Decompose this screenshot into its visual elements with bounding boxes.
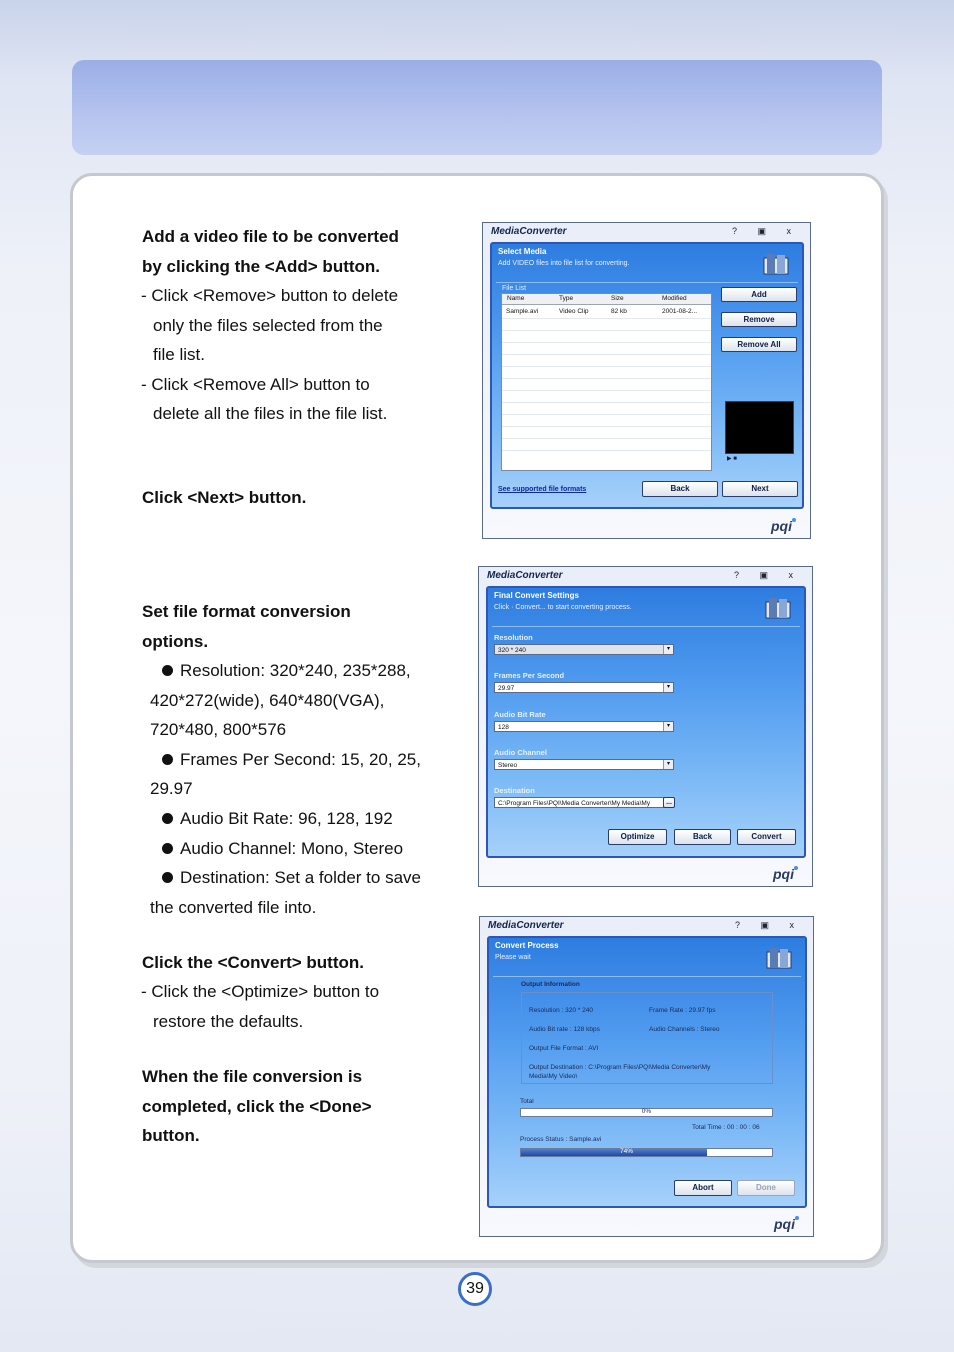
section1-heading-line2: by clicking the <Add> button. bbox=[142, 256, 381, 276]
panel-subtitle: Please wait bbox=[495, 954, 531, 961]
info-file-format: Output File Format : AVI bbox=[529, 1045, 599, 1052]
info-resolution: Resolution : 320 * 240 bbox=[529, 1007, 593, 1014]
channel-label: Audio Channel bbox=[494, 748, 547, 757]
fps-select[interactable]: 29.97 ▾ bbox=[494, 682, 674, 693]
file-modified-cell[interactable]: 2001-08-2... bbox=[662, 308, 698, 315]
optimize-note-line2: restore the defaults. bbox=[153, 1011, 304, 1031]
remove-note-line3: file list. bbox=[153, 345, 205, 365]
back-button[interactable]: Back bbox=[642, 481, 718, 497]
info-audio-bitrate: Audio Bit rate : 128 kbps bbox=[529, 1026, 600, 1033]
fps-label: Frames Per Second bbox=[494, 671, 565, 680]
window-convert-settings bbox=[478, 566, 813, 887]
panel-divider bbox=[492, 626, 800, 627]
film-icon bbox=[764, 596, 792, 620]
panel-title: Convert Process bbox=[495, 941, 559, 950]
add-button[interactable]: Add bbox=[721, 287, 797, 302]
col-size[interactable]: Size bbox=[611, 295, 624, 302]
option-fps: Frames Per Second: 15, 20, 25, bbox=[142, 745, 421, 775]
col-type[interactable]: Type bbox=[559, 295, 574, 302]
info-destination-line2: Media\My Video\ bbox=[529, 1073, 578, 1080]
info-audio-channels: Audio Channels : Stereo bbox=[649, 1026, 720, 1033]
process-progress-bar bbox=[520, 1148, 773, 1157]
pqi-logo: pqi bbox=[774, 1216, 799, 1232]
remove-all-note-line2: delete all the files in the file list. bbox=[153, 404, 388, 424]
film-icon bbox=[762, 252, 790, 276]
window-select-media bbox=[482, 222, 811, 539]
remove-note-line2: only the files selected from the bbox=[153, 315, 383, 335]
file-name-cell[interactable]: Sample.avi bbox=[506, 308, 539, 315]
bitrate-select[interactable]: 128 ▾ bbox=[494, 721, 674, 732]
section2-heading bbox=[142, 597, 351, 656]
optimize-button[interactable]: Optimize bbox=[608, 829, 667, 845]
convert-process-panel bbox=[487, 936, 807, 1208]
section1-heading bbox=[142, 222, 399, 281]
bitrate-label: Audio Bit Rate bbox=[494, 710, 546, 719]
panel-title: Final Convert Settings bbox=[494, 591, 579, 600]
done-line2: completed, click the <Done> bbox=[142, 1096, 372, 1116]
pqi-logo: pqi bbox=[773, 866, 798, 882]
total-progress-bar bbox=[520, 1108, 773, 1117]
destination-field[interactable]: C:\Program Files\PQI\Media Converter\My Media\My bbox=[494, 797, 664, 808]
resolution-select[interactable]: 320 * 240 ▾ bbox=[494, 644, 674, 655]
option-destination: Destination: Set a folder to save bbox=[142, 863, 421, 893]
select-media-panel bbox=[490, 242, 804, 509]
optimize-note bbox=[141, 977, 379, 1036]
section1-notes bbox=[141, 281, 398, 429]
header-band bbox=[72, 60, 882, 155]
resolution-label: Resolution bbox=[494, 633, 533, 642]
section2-heading-line2: options. bbox=[142, 631, 209, 651]
browse-button[interactable]: ... bbox=[663, 797, 675, 808]
col-modified[interactable]: Modified bbox=[662, 295, 687, 302]
options-list bbox=[142, 656, 421, 922]
total-label: Total bbox=[520, 1098, 534, 1105]
window-convert-process bbox=[479, 916, 814, 1237]
output-info-title: Output Information bbox=[521, 981, 580, 988]
window-title: MediaConverter bbox=[488, 920, 564, 931]
total-progress-text: 0% bbox=[641, 1108, 652, 1115]
destination-label: Destination bbox=[494, 786, 535, 795]
window-title: MediaConverter bbox=[487, 570, 563, 581]
done-instruction bbox=[142, 1062, 372, 1151]
window-controls[interactable]: ? ▣ x bbox=[731, 226, 800, 236]
remove-all-button[interactable]: Remove All bbox=[721, 337, 797, 352]
file-list-label: File List bbox=[502, 285, 527, 292]
abort-button[interactable]: Abort bbox=[674, 1180, 732, 1196]
channel-select[interactable]: Stereo ▾ bbox=[494, 759, 674, 770]
process-progress-text: 74% bbox=[619, 1148, 633, 1155]
convert-button[interactable]: Convert bbox=[737, 829, 796, 845]
col-name[interactable]: Name bbox=[507, 295, 525, 302]
optimize-note-line1: - Click the <Optimize> button to bbox=[141, 982, 380, 1001]
option-resolution-line2: 420*272(wide), 640*480(VGA), bbox=[150, 690, 385, 710]
option-channel: Audio Channel: Mono, Stereo bbox=[142, 834, 421, 864]
done-button: Done bbox=[737, 1180, 795, 1196]
player-controls[interactable]: ▶ ■ bbox=[727, 456, 737, 462]
film-icon bbox=[765, 946, 793, 970]
convert-settings-panel bbox=[486, 586, 806, 858]
total-time: Total Time : 00 : 00 : 06 bbox=[692, 1124, 760, 1131]
option-resolution: Resolution: 320*240, 235*288, bbox=[142, 656, 421, 686]
option-fps-line2: 29.97 bbox=[150, 779, 193, 799]
info-destination: Output Destination : C:\Program Files\PQI\Media Converter\My bbox=[529, 1064, 711, 1071]
file-list[interactable] bbox=[501, 293, 712, 471]
done-line3: button. bbox=[142, 1126, 200, 1146]
option-bitrate: Audio Bit Rate: 96, 128, 192 bbox=[142, 804, 421, 834]
remove-all-note-line1: - Click <Remove All> button to bbox=[141, 374, 370, 394]
remove-note-line1: - Click <Remove> button to delete bbox=[141, 286, 399, 305]
page-number: 39 bbox=[458, 1272, 492, 1306]
convert-heading: Click the <Convert> button. bbox=[142, 953, 364, 972]
panel-title: Select Media bbox=[498, 247, 547, 256]
file-size-cell[interactable]: 82 kb bbox=[611, 308, 627, 315]
remove-button[interactable]: Remove bbox=[721, 312, 797, 327]
done-line1: When the file conversion is bbox=[142, 1067, 363, 1086]
panel-subtitle: Click · Convert... to start converting process. bbox=[494, 604, 632, 611]
panel-divider bbox=[496, 282, 798, 283]
supported-formats-link[interactable]: See supported file formats bbox=[498, 486, 587, 493]
next-instruction: Click <Next> button. bbox=[142, 488, 307, 507]
back-button[interactable]: Back bbox=[674, 829, 731, 845]
panel-divider bbox=[493, 976, 801, 977]
section1-heading-line1: Add a video file to be converted bbox=[142, 227, 399, 246]
section2-heading-line1: Set file format conversion bbox=[142, 602, 351, 621]
process-status: Process Status : Sample.avi bbox=[520, 1136, 602, 1143]
option-resolution-line3: 720*480, 800*576 bbox=[150, 720, 287, 740]
option-destination-line2: the converted file into. bbox=[150, 897, 317, 917]
info-frame-rate: Frame Rate : 29.97 fps bbox=[649, 1007, 716, 1014]
window-title: MediaConverter bbox=[491, 226, 567, 237]
window-controls[interactable]: ? ▣ x bbox=[733, 570, 802, 580]
panel-subtitle: Add VIDEO files into file list for converting. bbox=[498, 260, 630, 267]
next-button[interactable]: Next bbox=[722, 481, 798, 497]
window-controls[interactable]: ? ▣ x bbox=[734, 920, 803, 930]
pqi-logo: pqi bbox=[771, 518, 796, 534]
video-preview bbox=[725, 401, 794, 454]
file-type-cell[interactable]: Video Clip bbox=[559, 308, 589, 315]
